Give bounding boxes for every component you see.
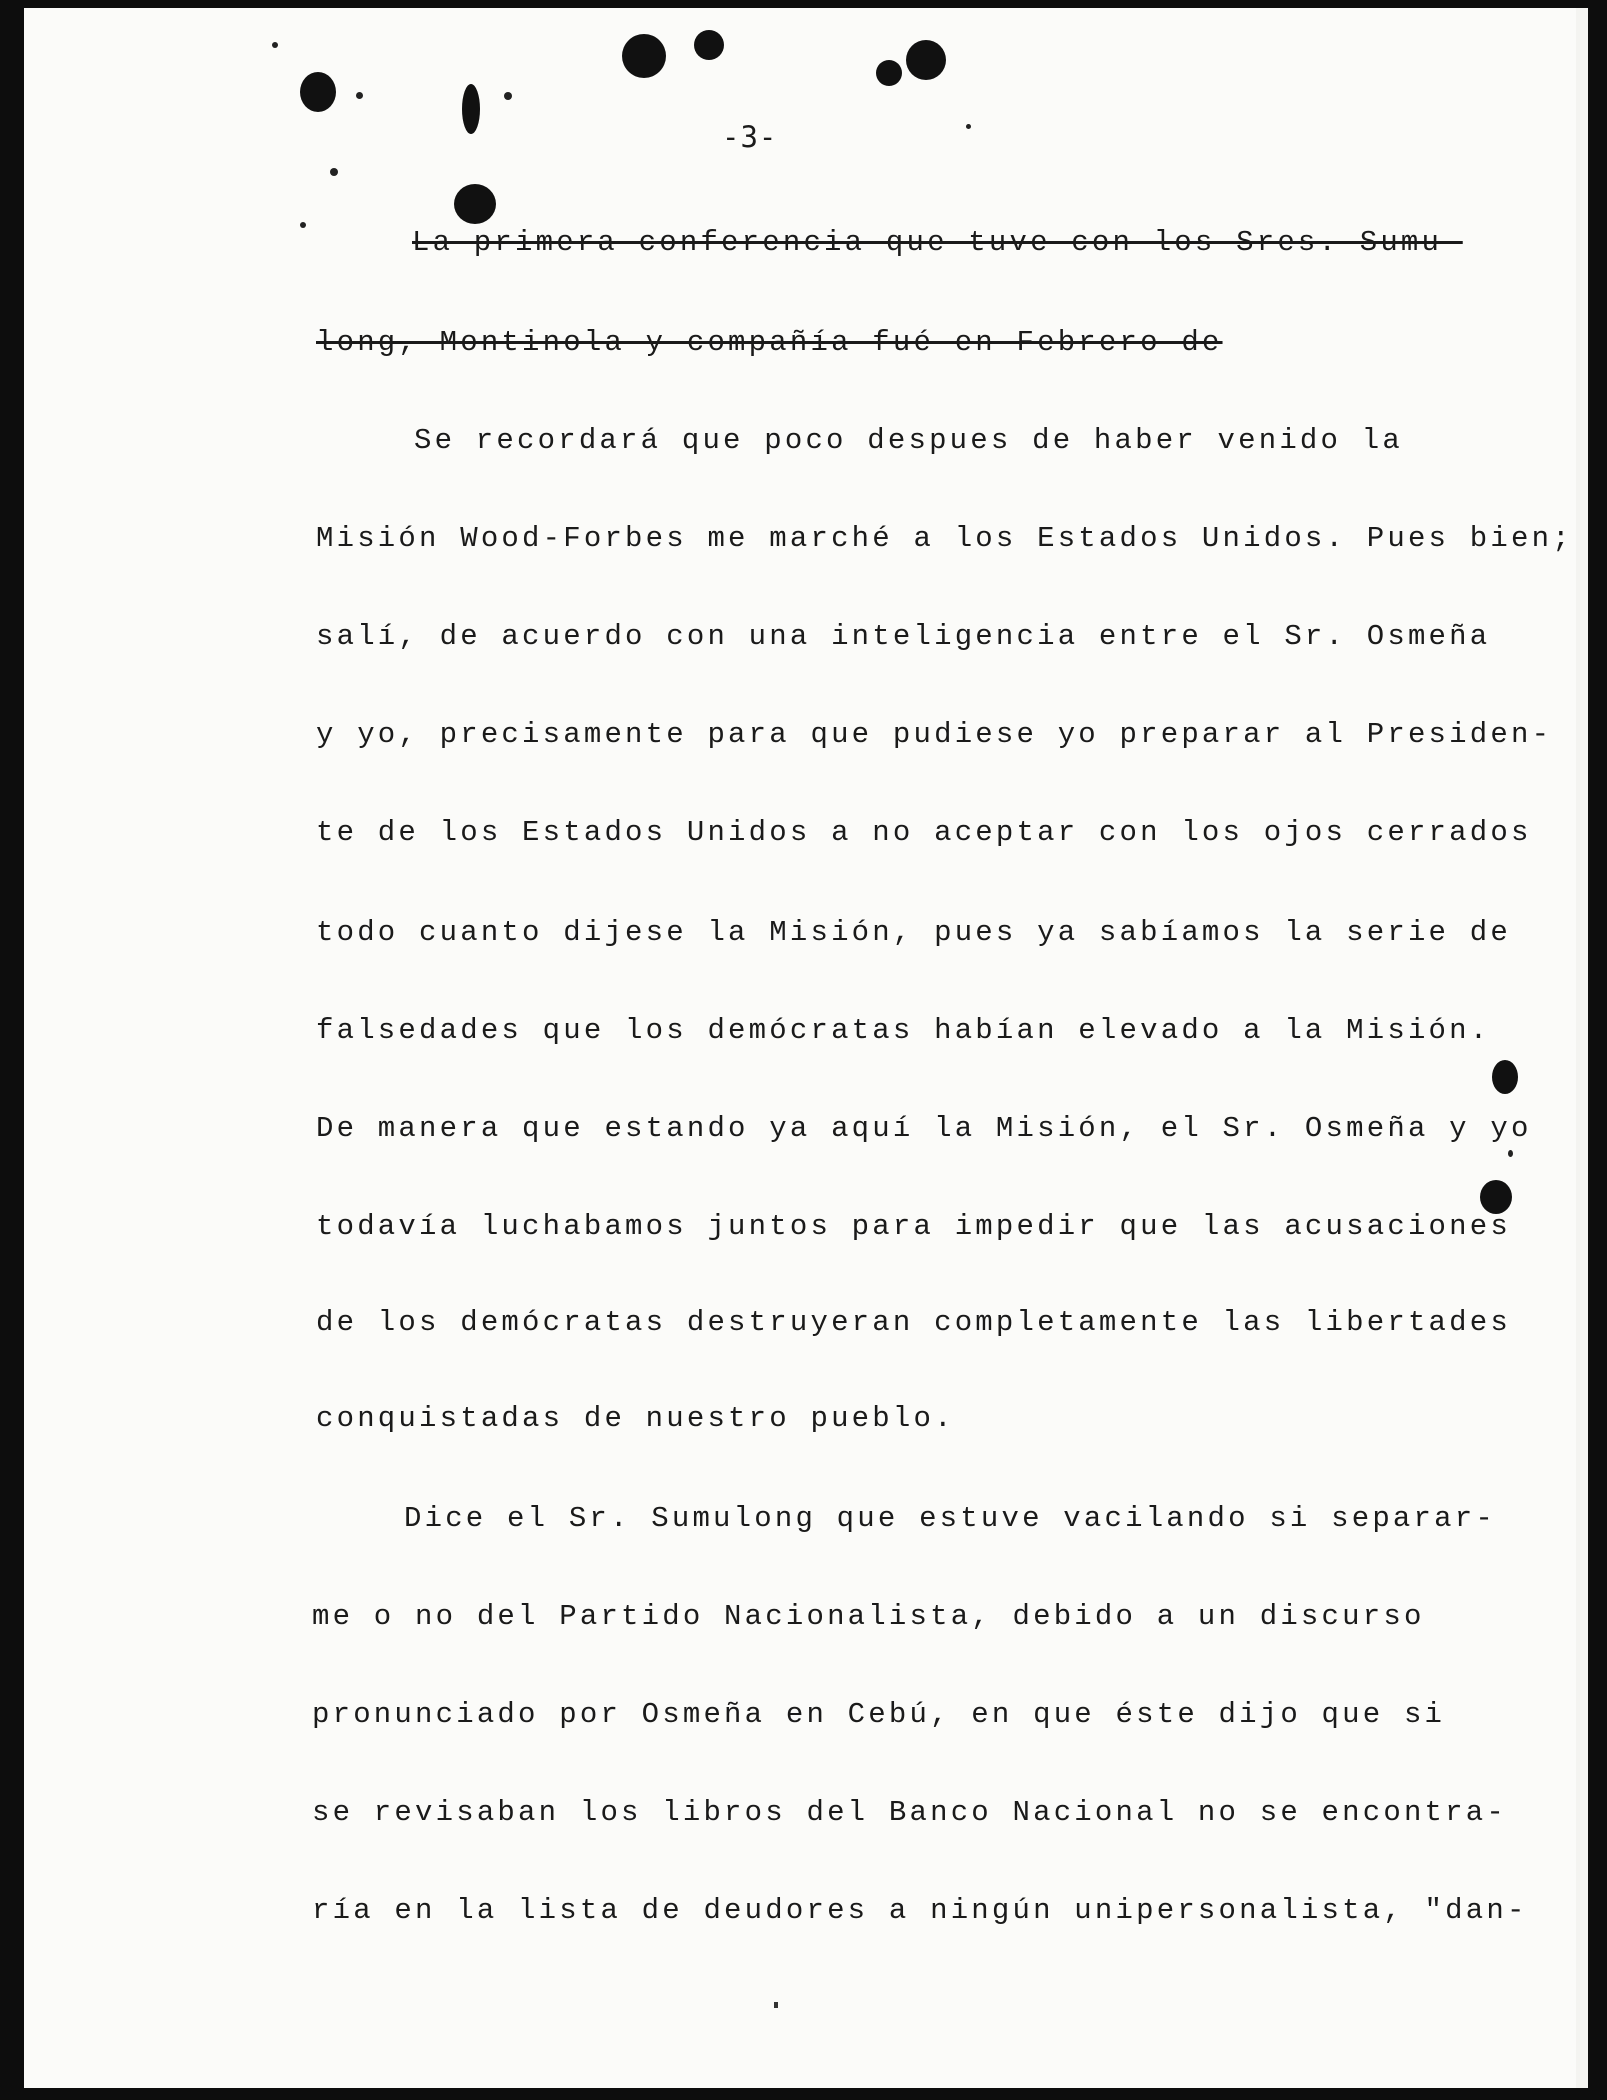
body-line: y yo, precisamente para que pudiese yo preparar al Presiden- — [316, 718, 1553, 751]
body-line: Dice el Sr. Sumulong que estuve vacilando si separar- — [404, 1502, 1496, 1535]
body-line: De manera que estando ya aquí la Misión, el Sr. Osmeña y yo — [316, 1112, 1532, 1145]
ink-blot — [454, 184, 496, 224]
ink-blot — [462, 84, 480, 134]
ink-speck — [774, 2002, 778, 2008]
body-line: Misión Wood-Forbes me marché a los Estados Unidos. Pues bien; — [316, 522, 1573, 555]
ink-speck — [356, 92, 363, 99]
ink-speck — [966, 124, 971, 129]
document-page — [24, 8, 1576, 2088]
body-line: ría en la lista de deudores a ningún unipersonalista, "dan- — [312, 1894, 1528, 1927]
ink-speck — [504, 92, 512, 100]
struck-heading-line: long, Montinola y compañía fué en Febrero de — [316, 326, 1223, 359]
body-line: conquistadas de nuestro pueblo. — [316, 1402, 955, 1435]
ink-speck — [300, 222, 306, 228]
body-line: se revisaban los libros del Banco Nacional no se encontra- — [312, 1796, 1507, 1829]
body-line: te de los Estados Unidos a no aceptar con los ojos cerrados — [316, 816, 1532, 849]
ink-blot — [906, 40, 946, 80]
ink-blot — [622, 34, 666, 78]
body-line: pronunciado por Osmeña en Cebú, en que éste dijo que si — [312, 1698, 1446, 1731]
body-line: de los demócratas destruyeran completamente las libertades — [316, 1306, 1511, 1339]
ink-blot — [876, 60, 902, 86]
ink-blot — [1480, 1180, 1512, 1214]
body-line: todavía luchabamos juntos para impedir que las acusaciones — [316, 1210, 1511, 1243]
page-edge — [1576, 8, 1588, 2088]
ink-speck — [272, 42, 278, 48]
body-line: me o no del Partido Nacionalista, debido a un discurso — [312, 1600, 1425, 1633]
ink-blot — [300, 72, 336, 112]
body-line: salí, de acuerdo con una inteligencia entre el Sr. Osmeña — [316, 620, 1491, 653]
body-line: falsedades que los demócratas habían elevado a la Misión. — [316, 1014, 1491, 1047]
body-line: Se recordará que poco despues de haber venido la — [414, 424, 1403, 457]
page-number: -3- — [722, 120, 778, 154]
ink-speck — [1508, 1150, 1513, 1157]
body-line: todo cuanto dijese la Misión, pues ya sabíamos la serie de — [316, 916, 1511, 949]
ink-speck — [330, 168, 338, 176]
ink-blot — [694, 30, 724, 60]
struck-heading-line: La primera conferencia que tuve con los Sres. Sumu- — [412, 226, 1463, 259]
ink-blot — [1492, 1060, 1518, 1094]
